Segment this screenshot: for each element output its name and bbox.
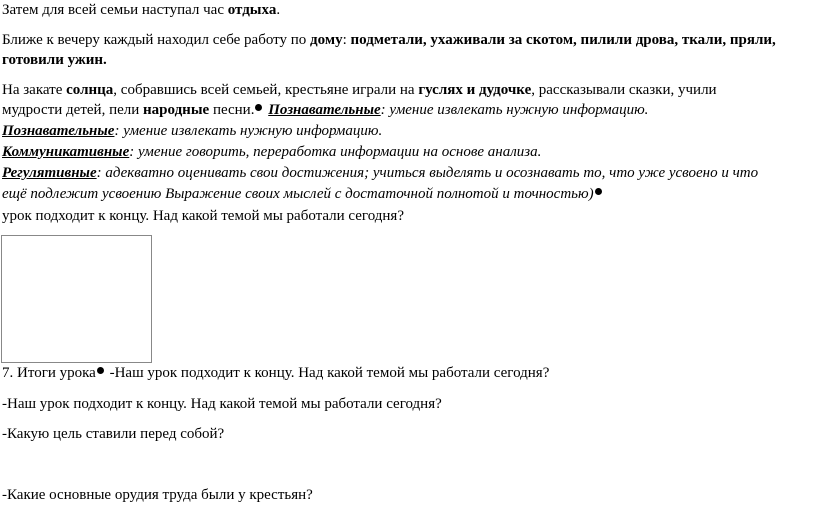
bold-term-folk: народные <box>143 102 210 118</box>
text-segment: , собравшись всей семьей, крестьяне играли на <box>113 82 419 98</box>
bullet-icon <box>97 367 104 374</box>
text-segment: -Какие основные орудия труда были у крестьян? <box>2 487 313 503</box>
summary-heading <box>2 364 549 383</box>
summary-question-3 <box>2 486 313 505</box>
bold-chores-end: готовили ужин. <box>2 52 107 68</box>
paragraph-chores-line-2 <box>2 51 107 70</box>
uud-regulatory-text-cont: ещё подлежит усвоению Выражение своих мыслей с достаточной полнотой и точностью) <box>2 186 594 202</box>
uud-cognitive-text-inline: : умение извлекать нужную информацию. <box>380 102 649 118</box>
uud-regulatory-line-1 <box>2 164 758 183</box>
summary-heading-rest: -Наш урок подходит к концу. Над какой темой мы работали сегодня? <box>105 365 550 381</box>
bold-term-rest: отдыха <box>227 2 277 18</box>
uud-communicative-text: : умение говорить, переработка информации на основе анализа. <box>129 144 542 160</box>
text-segment: -Наш урок подходит к концу. Над какой темой мы работали сегодня? <box>2 396 442 412</box>
lesson-end-question <box>2 207 404 226</box>
text-segment: -Какую цель ставили перед собой? <box>2 426 225 442</box>
image-placeholder-frame <box>1 235 152 363</box>
uud-regulatory-line-2 <box>2 185 604 204</box>
uud-communicative <box>2 143 541 162</box>
uud-cognitive-label: Познавательные <box>2 123 115 139</box>
summary-question-1 <box>2 395 442 414</box>
text-segment: Затем для всей семьи наступал час <box>2 2 228 18</box>
paragraph-rest <box>2 1 280 20</box>
summary-heading-text: 7. Итоги урока <box>2 365 96 381</box>
text-segment: . <box>276 2 281 18</box>
summary-question-2 <box>2 425 224 444</box>
uud-cognitive <box>2 122 382 141</box>
text-segment: мудрости детей, пели <box>2 102 144 118</box>
bold-term-sun: солнца <box>66 82 114 98</box>
paragraph-evening-line-1 <box>2 81 717 100</box>
text-segment: урок подходит к концу. Над какой темой мы работали сегодня? <box>2 208 404 224</box>
paragraph-chores-line-1 <box>2 31 776 50</box>
text-segment: : <box>342 32 351 48</box>
bold-term-instruments: гуслях и дудочке <box>418 82 532 98</box>
uud-communicative-label: Коммуникативные <box>2 144 130 160</box>
uud-regulatory-text: : адекватно оценивать свои достижения; учиться выделять и осознавать то, что уже усвоено и что <box>96 165 759 181</box>
bullet-icon <box>255 104 262 111</box>
bullet-icon <box>595 188 602 195</box>
uud-cognitive-label-inline: Познавательные <box>268 102 381 118</box>
text-segment: На закате <box>2 82 67 98</box>
uud-regulatory-label: Регулятивные <box>2 165 97 181</box>
bold-chores-list: подметали, ухаживали за скотом, пилили дрова, ткали, пряли, <box>350 32 776 48</box>
uud-cognitive-text: : умение извлекать нужную информацию. <box>114 123 383 139</box>
text-segment: песни. <box>209 102 255 118</box>
text-segment: Ближе к вечеру каждый находил себе работу по <box>2 32 311 48</box>
text-segment: , рассказывали сказки, учили <box>531 82 717 98</box>
paragraph-evening-line-2 <box>2 101 648 120</box>
bold-term-home: дому <box>310 32 343 48</box>
